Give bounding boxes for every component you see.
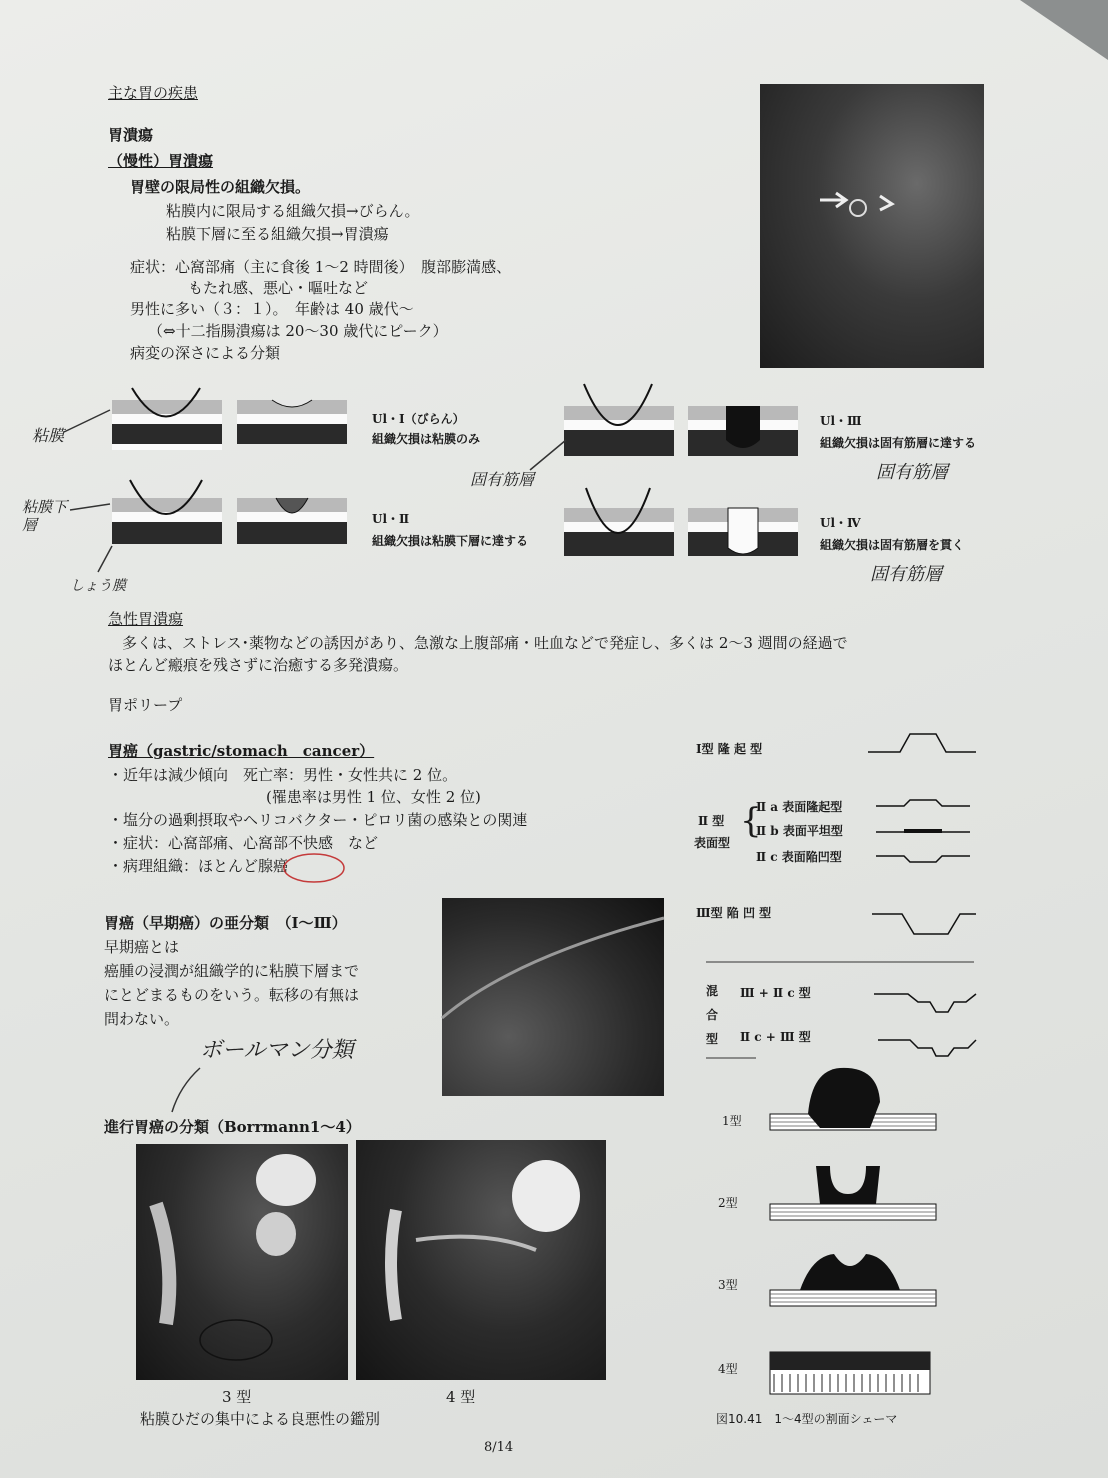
mixed-type2-label: Ⅱ c + Ⅲ 型 bbox=[740, 1030, 811, 1044]
schema-type1-label: 1型 bbox=[722, 1114, 742, 1128]
ul1-desc: 組織欠損は粘膜のみ bbox=[372, 432, 481, 446]
handwritten-submucosa: 粘膜下層 bbox=[22, 498, 68, 534]
symptom-line2: もたれ感、悪心・嘔吐など bbox=[188, 279, 369, 297]
acute-ulcer-title: 急性胃潰瘍 bbox=[108, 610, 184, 628]
cancer-bullet1b: (罹患率は男性 1 位、女性 2 位) bbox=[266, 788, 481, 806]
mixed-label-1: 混 bbox=[706, 984, 719, 998]
cancer-bullet4: ・病理組織：ほとんど腺癌 bbox=[108, 857, 289, 875]
schema-type3 bbox=[770, 1254, 936, 1306]
handwritten-muscle-3: 固有筋層 bbox=[870, 564, 942, 585]
duodenal-line: （⇔十二指腸潰瘍は 20～30 歳代にピーク） bbox=[148, 322, 448, 340]
ul1-title: Ul・Ⅰ（びらん） bbox=[372, 412, 465, 426]
acute-line1: 多くは、ストレス･薬物などの誘因があり、急激な上腹部痛・吐血などで発症し、多くは 2～3 週間の経過で bbox=[122, 634, 848, 652]
early-line1: 早期癌とは bbox=[104, 938, 180, 956]
cancer-bullet1: ・近年は減少傾向 死亡率：男性・女性共に 2 位。 bbox=[108, 766, 458, 784]
borrmann-title: 進行胃癌の分類（Borrmann1～4） bbox=[104, 1118, 361, 1136]
schema-type4-label: 4型 bbox=[718, 1362, 738, 1376]
ul2-desc: 組織欠損は粘膜下層に達する bbox=[372, 534, 529, 548]
type3-label: Ⅲ型 陥 凹 型 bbox=[696, 906, 772, 920]
schema-type4 bbox=[770, 1352, 930, 1394]
type2-sublabel: 表面型 bbox=[694, 836, 731, 850]
type4-caption: 4 型 bbox=[446, 1388, 476, 1406]
early-line4: 問わない。 bbox=[104, 1010, 180, 1028]
type2c-label: Ⅱ c 表面陥凹型 bbox=[756, 850, 842, 864]
cancer-bullet2: ・塩分の過剰摂取やヘリコバクター・ピロリ菌の感染との関連 bbox=[108, 811, 528, 829]
ul4-desc: 組織欠損は固有筋層を貫く bbox=[820, 538, 965, 552]
cancer-title: 胃癌（gastric/stomach cancer） bbox=[108, 742, 375, 760]
depth-classification-label: 病変の深さによる分類 bbox=[130, 344, 281, 362]
schema-type1 bbox=[770, 1068, 936, 1130]
early-line2: 癌腫の浸潤が組織学的に粘膜下層まで bbox=[104, 962, 360, 980]
sex-ratio-line: 男性に多い（３：１）。 年齢は 40 歳代～ bbox=[130, 300, 414, 318]
handwritten-borrmann: ボールマン分類 bbox=[200, 1038, 354, 1063]
type1-label: Ⅰ型 隆 起 型 bbox=[696, 742, 763, 756]
acute-line2: ほとんど瘢痕を残さずに治癒する多発潰瘍。 bbox=[108, 656, 409, 674]
ul2-title: Ul・Ⅱ bbox=[372, 512, 410, 526]
handwritten-mucosa: 粘膜 bbox=[32, 426, 65, 445]
mixed-label-2: 合 bbox=[706, 1008, 719, 1022]
type2-label: Ⅱ 型 bbox=[698, 814, 725, 828]
symptom-line1: 症状：心窩部痛（主に食後 1～2 時間後） 腹部膨満感、 bbox=[130, 258, 512, 276]
schema-type2-label: 2型 bbox=[718, 1196, 738, 1210]
mixed-label-3: 型 bbox=[706, 1032, 719, 1046]
erosion-line: 粘膜内に限局する組織欠損→びらん。 bbox=[166, 202, 420, 220]
fold-caption: 粘膜ひだの集中による良悪性の鑑別 bbox=[140, 1410, 381, 1428]
type2-brace: { bbox=[740, 801, 762, 841]
handwritten-muscle-2: 固有筋層 bbox=[876, 462, 948, 483]
schema-type2 bbox=[770, 1166, 936, 1220]
ulcer-title: 胃潰瘍 bbox=[108, 126, 154, 144]
type3-caption: 3 型 bbox=[222, 1388, 252, 1406]
handwritten-serosa: しょう膜 bbox=[70, 578, 126, 594]
ul4-title: Ul・Ⅳ bbox=[820, 516, 861, 530]
handwritten-muscle-1: 固有筋層 bbox=[470, 470, 535, 489]
ul3-title: Ul・Ⅲ bbox=[820, 414, 862, 428]
schema-type3-label: 3型 bbox=[718, 1278, 738, 1292]
ulcer-line: 粘膜下層に至る組織欠損→胃潰瘍 bbox=[166, 225, 389, 243]
chronic-ulcer-title: （慢性）胃潰瘍 bbox=[108, 152, 214, 170]
cancer-bullet3: ・症状：心窩部痛、心窩部不快感 など bbox=[108, 834, 379, 852]
early-cancer-title: 胃癌（早期癌）の亜分類 （Ⅰ～Ⅲ） bbox=[104, 914, 347, 932]
mixed-type1-label: Ⅲ + Ⅱ c 型 bbox=[740, 986, 811, 1000]
page-heading: 主な胃の疾患 bbox=[108, 84, 199, 102]
early-line3: にとどまるものをいう。転移の有無は bbox=[104, 986, 360, 1004]
page-number: 8/14 bbox=[484, 1440, 514, 1455]
schema-caption: 図10.41 1～4型の割面シェーマ bbox=[716, 1412, 898, 1426]
ul3-desc: 組織欠損は固有筋層に達する bbox=[820, 436, 977, 450]
ulcer-definition: 胃壁の限局性の組織欠損。 bbox=[130, 178, 311, 196]
polyp-title: 胃ポリープ bbox=[108, 696, 183, 714]
type2b-label: Ⅱ b 表面平坦型 bbox=[756, 824, 843, 838]
type2a-label: Ⅱ a 表面隆起型 bbox=[756, 800, 843, 814]
